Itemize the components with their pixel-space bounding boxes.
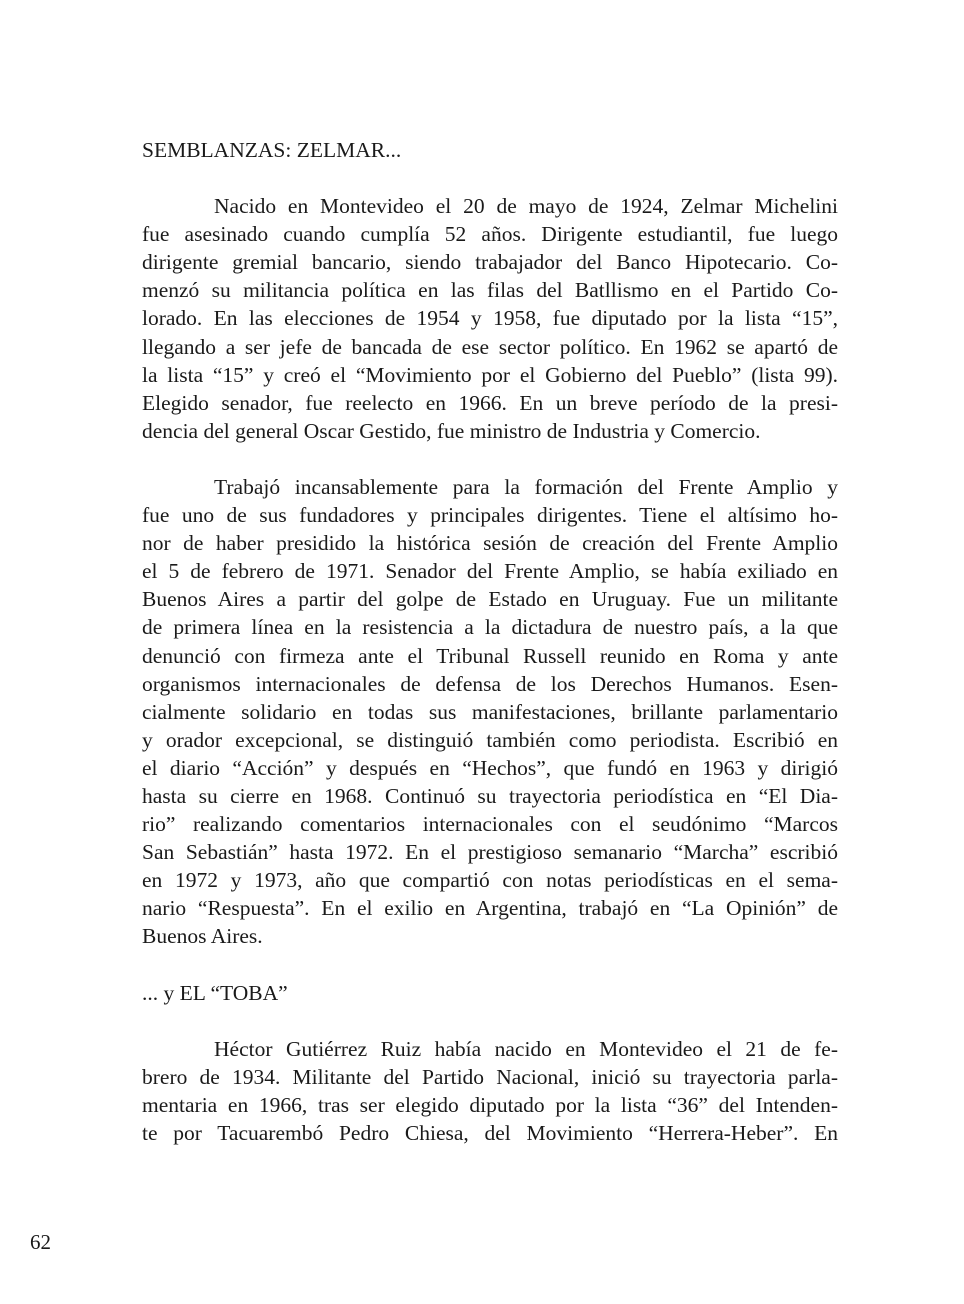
paragraph-zelmar-frente-amplio [142, 473, 838, 951]
text-line: denunció con firmeza ante el Tribunal Russell reunido en Roma y ante [142, 643, 838, 668]
text-line: Buenos Aires. [142, 924, 263, 949]
text-line: Héctor Gutiérrez Ruiz había nacido en Montevideo el 21 de fe- [214, 1036, 838, 1061]
text-line: brero de 1934. Militante del Partido Nacional, inició su trayectoria parla- [142, 1064, 838, 1089]
text-line: organismos internacionales de defensa de los Derechos Humanos. Esen- [142, 671, 838, 696]
text-line: Buenos Aires a partir del golpe de Estado en Uruguay. Fue un militante [142, 587, 838, 612]
text-line: Trabajó incansablemente para la formación del Frente Amplio y [214, 474, 838, 499]
section-heading-toba: ... y EL “TOBA” [142, 980, 288, 1005]
text-line: cialmente solidario en todas sus manifestaciones, brillante parlamentario [142, 699, 838, 724]
text-line: nor de haber presidido la histórica sesión de creación del Frente Amplio [142, 531, 838, 556]
section-heading-zelmar: SEMBLANZAS: ZELMAR... [142, 138, 402, 162]
text-line: hasta su cierre en 1968. Continuó su trayectoria periodística en “El Dia- [142, 783, 838, 808]
text-line: dencia del general Oscar Gestido, fue ministro de Industria y Comercio. [142, 418, 761, 443]
text-line: llegando a ser jefe de bancada de ese sector político. En 1962 se apartó de [142, 334, 838, 359]
text-line: nario “Respuesta”. En el exilio en Argentina, trabajó en “La Opinión” de [142, 896, 838, 921]
paragraph-zelmar-bio [142, 192, 838, 445]
text-line: Nacido en Montevideo el 20 de mayo de 1924, Zelmar Michelini [214, 194, 838, 219]
text-line: en 1972 y 1973, año que compartió con notas periodísticas en el sema- [142, 868, 838, 893]
page-body [142, 136, 838, 1175]
text-line: el 5 de febrero de 1971. Senador del Frente Amplio, se había exiliado en [142, 559, 838, 584]
text-line: fue asesinado cuando cumplía 52 años. Dirigente estudiantil, fue luego [142, 222, 838, 247]
text-line: la lista “15” y creó el “Movimiento por el Gobierno del Pueblo” (lista 99). [142, 362, 838, 387]
text-line: mentaria en 1966, tras ser elegido diputado por la lista “36” del Intenden- [142, 1092, 838, 1117]
page-number: 62 [30, 1230, 51, 1254]
text-line: Elegido senador, fue reelecto en 1966. En un breve período de la presi- [142, 390, 838, 415]
text-line: de primera línea en la resistencia a la dictadura de nuestro país, a la que [142, 615, 838, 640]
text-line: el diario “Acción” y después en “Hechos”, que fundó en 1963 y dirigió [142, 755, 838, 780]
text-line: menzó su militancia política en las filas del Batllismo en el Partido Co- [142, 278, 838, 303]
text-line: rio” realizando comentarios internacionales con el seudónimo “Marcos [142, 812, 838, 837]
text-line: lorado. En las elecciones de 1954 y 1958, fue diputado por la lista “15”, [142, 306, 838, 331]
text-line: fue uno de sus fundadores y principales dirigentes. Tiene el altísimo ho- [142, 503, 838, 528]
paragraph-gutierrez-ruiz-bio [142, 1035, 838, 1147]
text-line: y orador excepcional, se distinguió también como periodista. Escribió en [142, 727, 838, 752]
text-line: dirigente gremial bancario, siendo trabajador del Banco Hipotecario. Co- [142, 250, 838, 275]
text-line: te por Tacuarembó Pedro Chiesa, del Movimiento “Herrera-Heber”. En [142, 1120, 838, 1145]
text-line: San Sebastián” hasta 1972. En el prestigioso semanario “Marcha” escribió [142, 840, 838, 865]
